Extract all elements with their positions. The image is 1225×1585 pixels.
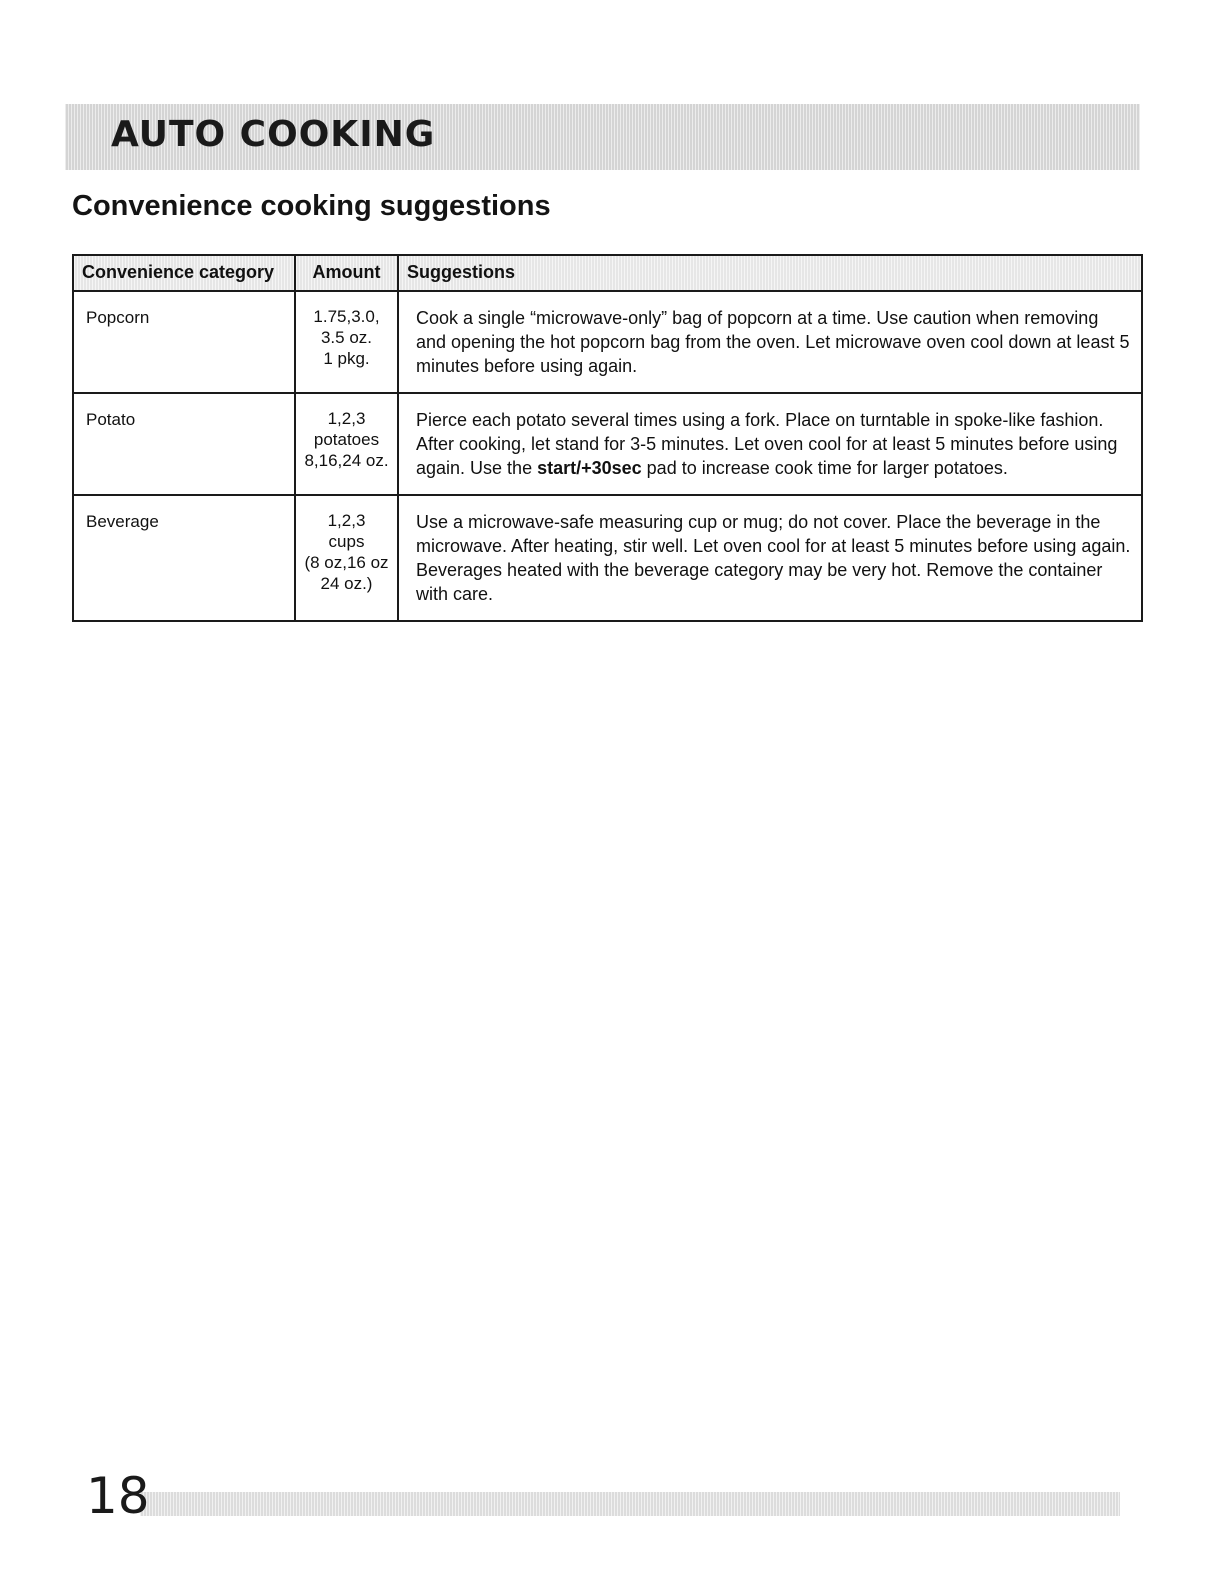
- amount-line: 1.75,3.0,: [313, 307, 380, 326]
- banner-title: AUTO COOKING: [111, 114, 436, 155]
- column-header-amount: Amount: [295, 255, 398, 291]
- category-cell: Potato: [73, 393, 295, 495]
- column-header-suggestions: Suggestions: [398, 255, 1142, 291]
- amount-line: 1,2,3: [327, 511, 366, 530]
- section-banner: [65, 104, 1140, 170]
- convenience-cooking-table: [72, 254, 1143, 622]
- suggestion-text: pad to increase cook time for larger potatoes.: [641, 458, 1008, 478]
- amount-line: 1 pkg.: [323, 349, 370, 368]
- table-row: [73, 393, 1142, 495]
- amount-cell: [295, 393, 398, 495]
- table-row: [73, 291, 1142, 393]
- amount-cell: [295, 495, 398, 621]
- amount-line: 3.5 oz.: [320, 328, 373, 347]
- amount-line: cups: [328, 532, 365, 551]
- suggestion-text: Pierce each potato several times using a fork. Place on turntable in spoke-like fashion. After cooking, let stand for 3-5 minutes. Let oven cool for at least 5 minutes before using again. Use the: [416, 410, 1118, 478]
- category-cell: Beverage: [73, 495, 295, 621]
- amount-line: 1,2,3: [327, 409, 366, 428]
- suggestion-cell: Cook a single “microwave-only” bag of popcorn at a time. Use caution when removing and opening the hot popcorn bag from the oven. Let microwave oven cool down at least 5 minutes before using again.: [398, 291, 1142, 393]
- footer-band: [140, 1492, 1120, 1516]
- start-30sec-pad-label: start/+30sec: [537, 458, 642, 478]
- suggestion-cell: Use a microwave-safe measuring cup or mug; do not cover. Place the beverage in the microwave. After heating, stir well. Let oven cool for at least 5 minutes before using again. Beverages heated with the beverage category may be very hot. Remove the container with care.: [398, 495, 1142, 621]
- amount-line: (8 oz,16 oz: [304, 553, 389, 572]
- page-number: 18: [86, 1467, 150, 1525]
- table-row: [73, 495, 1142, 621]
- amount-line: 24 oz.): [320, 574, 373, 593]
- category-cell: Popcorn: [73, 291, 295, 393]
- suggestion-cell: [398, 393, 1142, 495]
- section-heading: Convenience cooking suggestions: [72, 190, 551, 222]
- amount-line: potatoes: [313, 430, 380, 449]
- amount-line: 8,16,24 oz.: [304, 451, 389, 470]
- amount-cell: [295, 291, 398, 393]
- table-header-row: [73, 255, 1142, 291]
- column-header-category: Convenience category: [73, 255, 295, 291]
